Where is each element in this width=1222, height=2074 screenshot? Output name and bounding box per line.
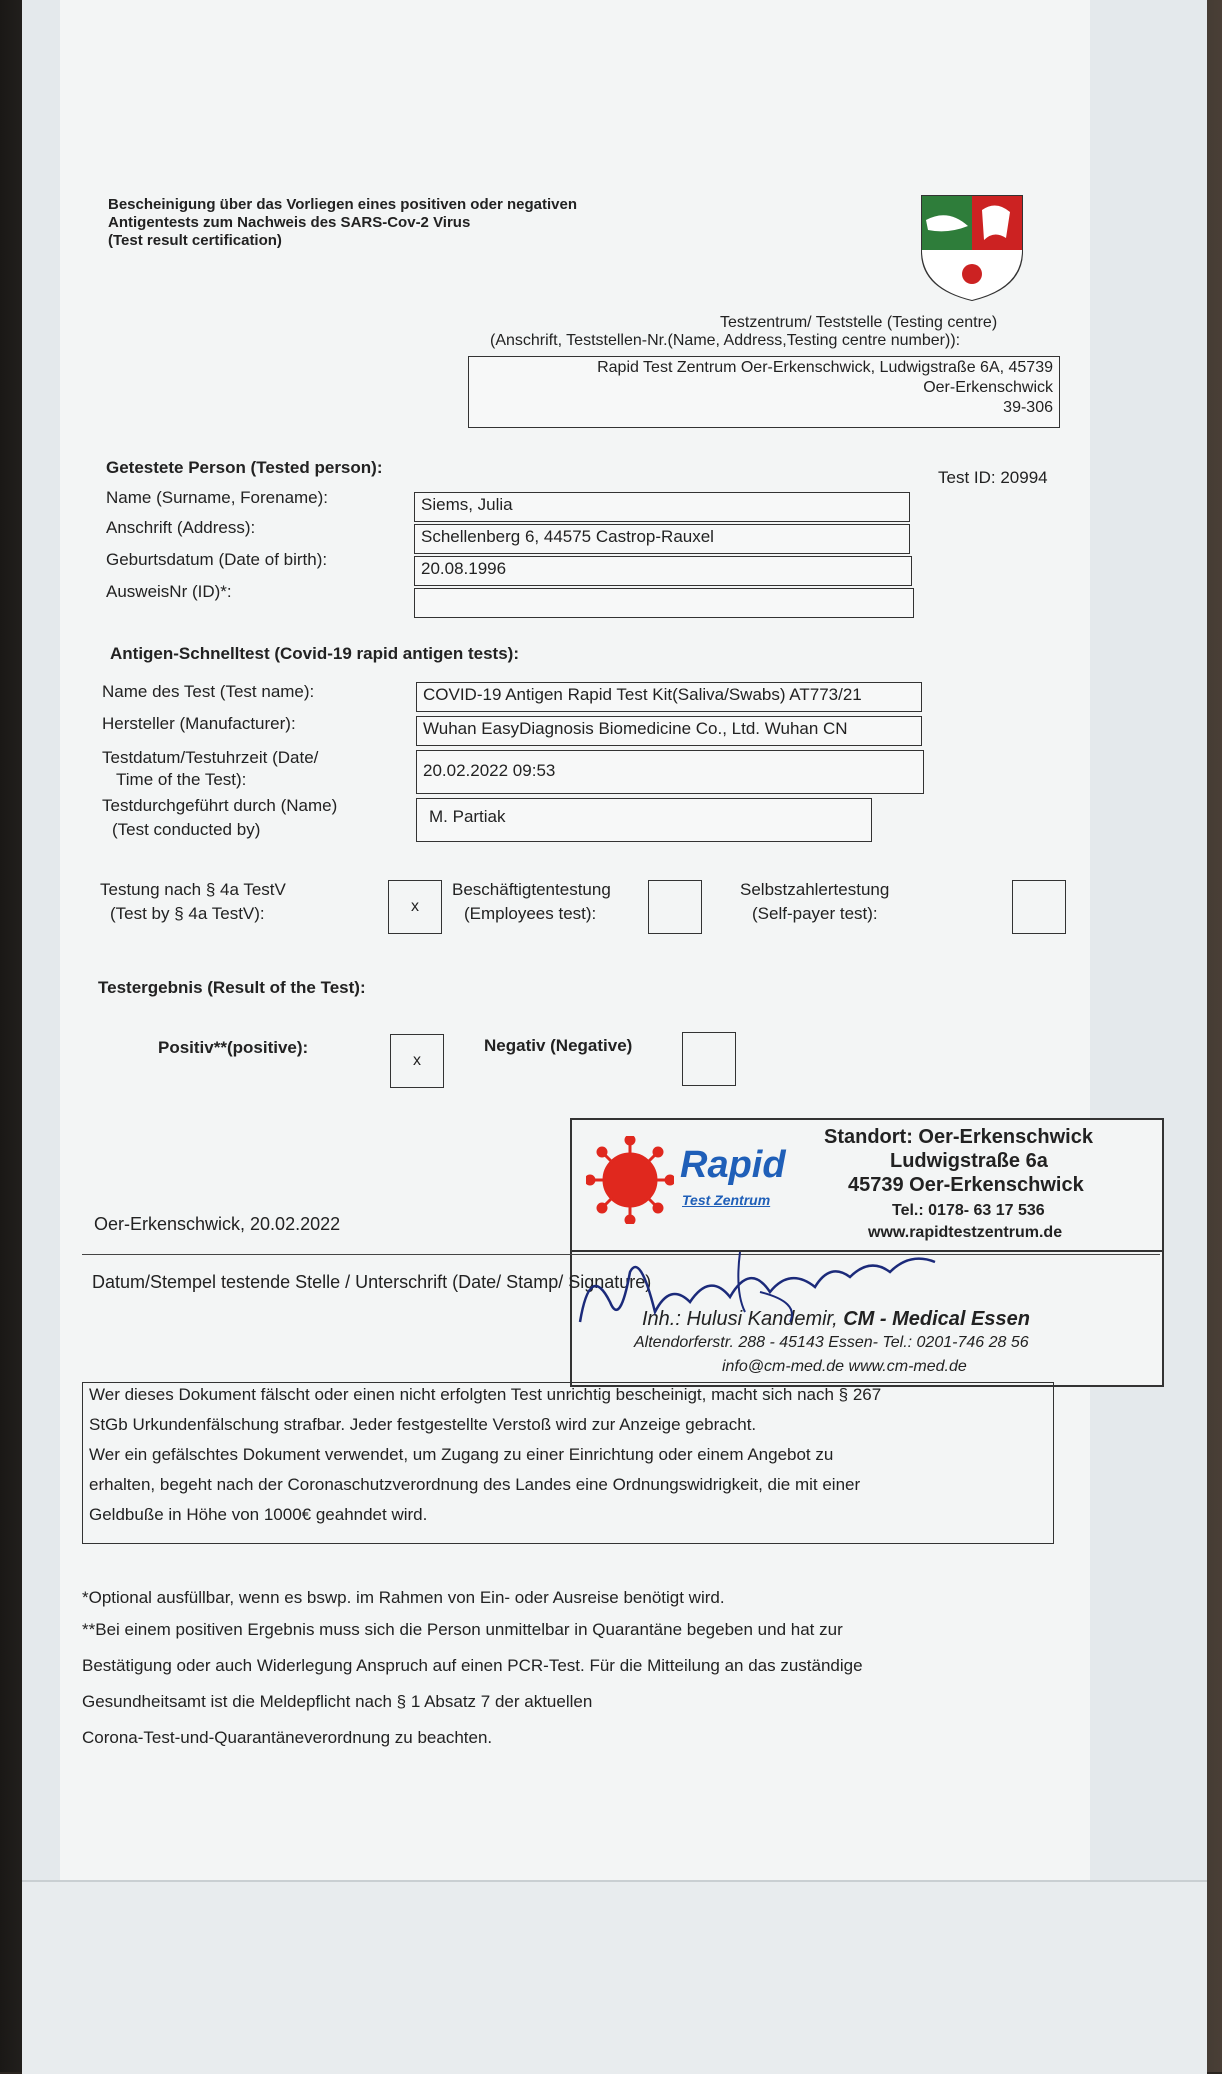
test-heading: Antigen-Schnelltest (Covid-19 rapid antigen tests): [110, 644, 519, 663]
centre-label1: Testzentrum/ Teststelle (Testing centre) [720, 314, 998, 331]
positive-checkbox[interactable]: x [390, 1034, 444, 1088]
warning-line3: Wer ein gefälschtes Dokument verwendet, um Zugang zu einer Einrichtung oder einem Angebot zu [89, 1445, 834, 1464]
type3-label2: (Self-payer test): [752, 904, 878, 923]
manufacturer-label: Hersteller (Manufacturer): [102, 714, 296, 733]
legal-warning-box [82, 1382, 1054, 1544]
address-value: Schellenberg 6, 44575 Castrop-Rauxel [421, 527, 714, 546]
test-name-label: Name des Test (Test name): [102, 682, 315, 701]
doc-title-line3: (Test result certification) [108, 232, 282, 249]
person-heading: Getestete Person (Tested person): [106, 458, 383, 477]
type2-checkbox[interactable] [648, 880, 702, 934]
dob-field [414, 556, 912, 586]
test-id: Test ID: 20994 [938, 468, 1048, 487]
place-date: Oer-Erkenschwick, 20.02.2022 [94, 1214, 341, 1234]
test-date-value: 20.02.2022 09:53 [423, 761, 556, 780]
coronavirus-icon [586, 1136, 674, 1224]
id-field [414, 588, 914, 618]
manufacturer-field [416, 716, 922, 746]
footnote-1: *Optional ausfüllbar, wenn es bswp. im Rahmen von Ein- oder Ausreise benötigt wird. [82, 1588, 725, 1607]
warning-line2: StGb Urkundenfälschung strafbar. Jeder festgestellte Verstoß wird zur Anzeige gebracht. [89, 1415, 757, 1434]
stamp-owner-bold: CM - Medical Essen [843, 1308, 1030, 1330]
centre-box [468, 356, 1060, 428]
dob-label: Geburtsdatum (Date of birth): [106, 550, 328, 569]
stamp-owner-prefix: Inh.: Hulusi Kandemir, [642, 1308, 844, 1330]
test-date-label2: Time of the Test): [116, 770, 247, 789]
footnote-3: Bestätigung oder auch Widerlegung Anspruch auf einen PCR-Test. Für die Mitteilung an das zuständige [82, 1656, 863, 1675]
footnote-5: Corona-Test-und-Quarantäneverordnung zu beachten. [82, 1728, 493, 1747]
warning-line4: erhalten, begeht nach der Coronaschutzverordnung des Landes eine Ordnungswidrigkeit, die mit einer [89, 1475, 861, 1494]
warning-line1: Wer dieses Dokument fälscht oder einen nicht erfolgten Test unrichtig bescheinigt, macht sich nach § 267 [89, 1385, 882, 1404]
next-page-edge [22, 1880, 1207, 2074]
address-field [414, 524, 910, 554]
centre-label2: (Anschrift, Teststellen-Nr.(Name, Address,Testing centre number)): [490, 332, 961, 349]
warning-line5: Geldbuße in Höhe von 1000€ geahndet wird. [89, 1505, 428, 1524]
conducted-value: M. Partiak [429, 807, 506, 826]
centre-value3: 39-306 [1003, 399, 1053, 416]
footnote-4: Gesundheitsamt ist die Meldepflicht nach § 1 Absatz 7 der aktuellen [82, 1692, 593, 1711]
type1-label2: (Test by § 4a TestV): [110, 904, 265, 923]
stamp-mail: info@cm-med.de www.cm-med.de [722, 1358, 967, 1375]
positive-label: Positiv**(positive): [158, 1038, 309, 1057]
stamp-tel: Tel.: 0178- 63 17 536 [892, 1202, 1045, 1219]
stamp-street: Ludwigstraße 6a [890, 1150, 1048, 1172]
negative-checkbox[interactable] [682, 1032, 736, 1086]
name-label: Name (Surname, Forename): [106, 488, 329, 507]
test-date-field [416, 750, 924, 794]
dob-value: 20.08.1996 [421, 559, 507, 578]
stamp-brand-sub: Test Zentrum [682, 1192, 771, 1208]
test-name-value: COVID-19 Antigen Rapid Test Kit(Saliva/Swabs) AT773/21 [423, 685, 862, 704]
manufacturer-value: Wuhan EasyDiagnosis Biomedicine Co., Ltd. Wuhan CN [423, 719, 848, 738]
conducted-label2: (Test conducted by) [112, 820, 261, 839]
signature-icon [560, 1232, 980, 1342]
negative-label: Negativ (Negative) [484, 1036, 633, 1055]
name-value: Siems, Julia [421, 495, 513, 514]
centre-value2: Oer-Erkenschwick [923, 379, 1053, 396]
type1-label1: Testung nach § 4a TestV [100, 880, 286, 899]
signature-label: Datum/Stempel testende Stelle / Unterschrift (Date/ Stamp/ Signature) [92, 1272, 652, 1292]
centre-value1: Rapid Test Zentrum Oer-Erkenschwick, Ludwigstraße 6A, 45739 [597, 359, 1053, 376]
stamp-web: www.rapidtestzentrum.de [868, 1224, 1063, 1241]
type2-label1: Beschäftigtentestung [452, 880, 611, 899]
id-label: AusweisNr (ID)*: [106, 582, 232, 601]
conducted-label1: Testdurchgeführt durch (Name) [102, 796, 338, 815]
type2-label2: (Employees test): [464, 904, 597, 923]
conducted-field [416, 798, 872, 842]
stamp-location: Standort: Oer-Erkenschwick [824, 1126, 1093, 1148]
nrw-coat-of-arms-icon [918, 190, 1026, 302]
stamp-city: 45739 Oer-Erkenschwick [848, 1174, 1084, 1196]
address-label: Anschrift (Address): [106, 518, 256, 537]
type3-label1: Selbstzahlertestung [740, 880, 890, 899]
type3-checkbox[interactable] [1012, 880, 1066, 934]
doc-title-line1: Bescheinigung über das Vorliegen eines positiven oder negativen [108, 196, 577, 213]
test-name-field [416, 682, 922, 712]
doc-title-line2: Antigentests zum Nachweis des SARS-Cov-2 Virus [108, 214, 471, 231]
test-date-label1: Testdatum/Testuhrzeit (Date/ [102, 748, 319, 767]
type1-checkbox[interactable]: x [388, 880, 442, 934]
stamp-brand: Rapid [680, 1144, 786, 1186]
stamp-addr2: Altendorferstr. 288 - 45143 Essen- Tel.: 0201-746 28 56 [634, 1334, 1029, 1351]
name-field [414, 492, 910, 522]
result-heading: Testergebnis (Result of the Test): [98, 978, 366, 997]
footnote-2: **Bei einem positiven Ergebnis muss sich die Person unmittelbar in Quarantäne begeben und hat zur [82, 1620, 843, 1639]
